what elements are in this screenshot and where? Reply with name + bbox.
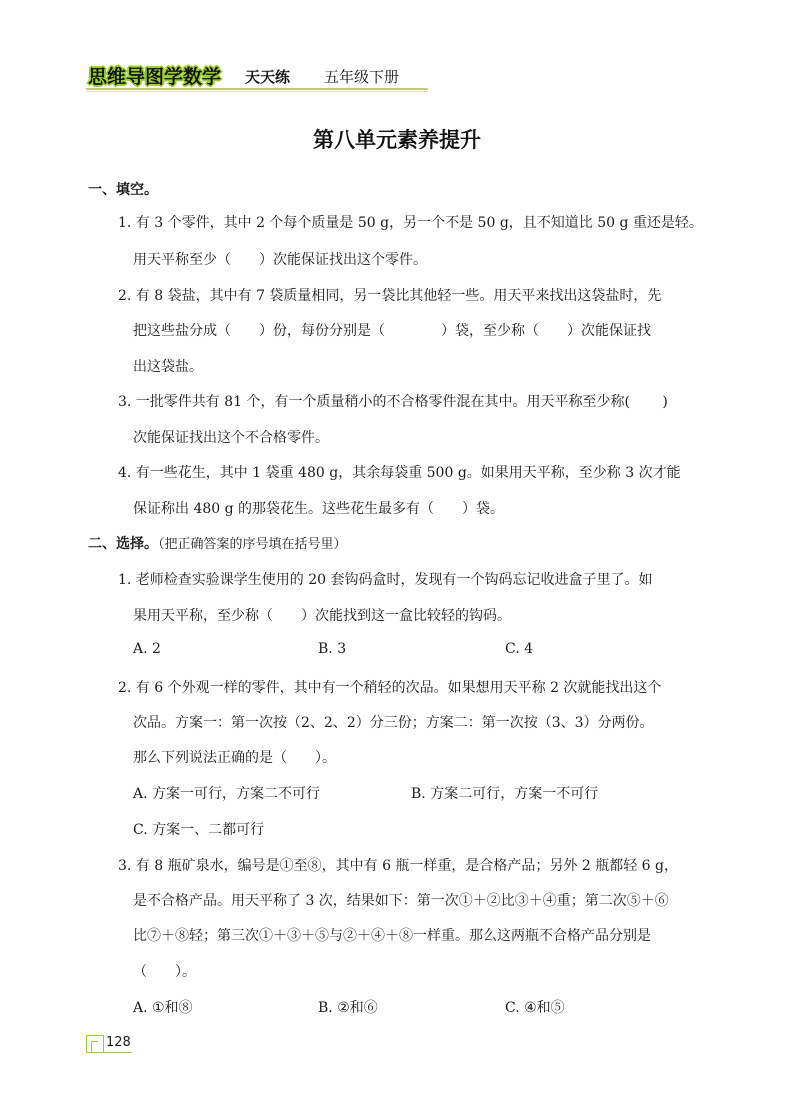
question-line: 比⑦＋⑧轻；第三次①＋③＋⑤与②＋④＋⑧一样重。那么这两瓶不合格产品分别是 — [133, 928, 651, 944]
question-line: 保证称出 480 g 的那袋花生。这些花生最多有（ ）袋。 — [133, 501, 505, 517]
header-divider — [86, 88, 428, 90]
question-line: 用天平称至少（ ）次能保证找出这个零件。 — [133, 252, 427, 268]
question-line: 次能保证找出这个不合格零件。 — [133, 430, 329, 446]
question-line: 2. 有 6 个外观一样的零件，其中有一个稍轻的次品。如果想用天平称 2 次就能找出这个 — [118, 680, 662, 696]
page-title: 第八单元素养提升 — [313, 128, 481, 152]
option-a[interactable]: A. 2 — [133, 641, 161, 657]
question-line: 出这袋盐。 — [133, 359, 203, 375]
grade-label: 五年级下册 — [324, 68, 400, 86]
option-b[interactable]: B. 方案二可行，方案一不可行 — [411, 786, 599, 802]
question-line: 3. 有 8 瓶矿泉水，编号是①至⑧，其中有 6 瓶一样重，是合格产品；另外 2 瓶都轻 6 g， — [118, 858, 678, 874]
question-line: 那么下列说法正确的是（ ）。 — [133, 750, 336, 766]
option-c[interactable]: C. 方案一、二都可行 — [133, 822, 265, 838]
section-heading-fill-in: 一、填空。 — [88, 182, 158, 198]
question-line: 2. 有 8 袋盐，其中有 7 袋质量相同，另一袋比其他轻一些。用天平来找出这袋盐时，先 — [118, 288, 662, 304]
option-b[interactable]: B. ②和⑥ — [318, 1000, 378, 1016]
question-line: 1. 老师检查实验课学生使用的 20 套钩码盒时，发现有一个钩码忘记收进盒子里了。如 — [118, 572, 653, 588]
option-c[interactable]: C. 4 — [505, 641, 534, 657]
section-heading-note: （把正确答案的序号填在括号里） — [158, 537, 347, 552]
page-corner-hook — [91, 1041, 98, 1052]
brand-logo-text: 思维导图学数学 — [88, 66, 222, 88]
header-divider-thin — [86, 91, 428, 92]
question-line: 次品。方案一：第一次按（2、2、2）分三份；方案二：第一次按（3、3）分两份。 — [133, 715, 654, 731]
option-b[interactable]: B. 3 — [318, 641, 347, 657]
section-heading-choice — [88, 533, 347, 553]
question-line: 4. 有一些花生，其中 1 袋重 480 g，其余每袋重 500 g。如果用天平称，至少称 3 次才能 — [118, 465, 681, 481]
footer-divider — [104, 1052, 132, 1053]
question-line: 果用天平称，至少称（ ）次能找到这一盒比较轻的钩码。 — [133, 608, 511, 624]
option-a[interactable]: A. ①和⑧ — [133, 1000, 193, 1016]
option-c[interactable]: C. ④和⑤ — [505, 1000, 565, 1016]
series-name: 天天练 — [245, 68, 291, 86]
question-line: 把这些盐分成（ ）份，每份分别是（ ）袋，至少称（ ）次能保证找 — [133, 323, 651, 339]
question-line: 1. 有 3 个零件，其中 2 个每个质量是 50 g，另一个不是 50 g，且不知道比 50 g 重还是轻。 — [118, 215, 703, 231]
section-heading-label: 二、选择。 — [88, 536, 158, 552]
question-line: 是不合格产品。用天平称了 3 次，结果如下：第一次①＋②比③＋④重；第二次⑤＋⑥ — [133, 893, 669, 909]
question-line: 3. 一批零件共有 81 个，有一个质量稍小的不合格零件混在其中。用天平称至少称( ) — [118, 394, 668, 410]
question-line: （ ）。 — [133, 964, 196, 980]
page-number: 128 — [106, 1035, 131, 1050]
option-a[interactable]: A. 方案一可行，方案二不可行 — [133, 786, 321, 802]
